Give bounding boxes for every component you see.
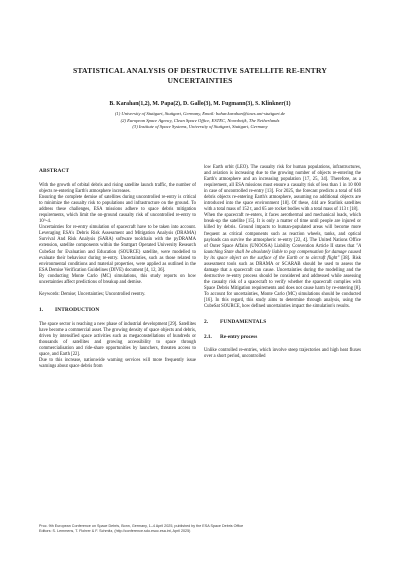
section-1-number: 1. [39,306,44,313]
abstract-paragraph-3: Uncertainties for re-entry simulation of spacecraft have to be taken into account. Leveraging ESA's Debris Risk Assessment and Mitigation Analysis (DRAMA) Survival And Risk Analysis (SARA) software toolchain with the pyDRAMA extension, satellite components within the Stuttgart Operated University Research CubeSat for Evaluation and Education (SOURCE) satellite, were modelled to evaluate their behaviour during re-entry. Uncertainties, such as those related to environmental conditions and material properties, were applied as outlined in the ESA Demise Verification Guidelines (DIVE) document [4, 12, 36]. [39,225,196,273]
liability-quote: "A launching State shall be absolutely liable to pay compensation for damage caused by its space object on the surface of the Earth or to aircraft flight" [204,243,361,261]
footer-line-1: Proc. 9th European Conference on Space Debris, Bonn, Germany, 1–4 April 2025, published by the ESA Space Debris Office [39,524,244,528]
abstract-paragraph-4: By conducting Monte Carlo (MC) simulations, this study reports on how uncertainties affect predictions of breakup and demise. [39,273,196,285]
keywords: Keywords: Demise; Uncertainties; Uncontrolled reentry. [39,291,146,297]
section-2-heading [204,319,361,326]
left-column [39,168,196,370]
section-2-number: 2. [204,319,209,326]
right-paragraph-2 [204,213,361,310]
section-1-heading [39,307,196,314]
affiliations [30,111,370,131]
right-paragraph-1: low Earth orbit (LEO). The casualty risk for human populations, infrastructures, and aviation is increasing due to the growing number of objects re-entering the Earth's atmosphere and an increasing population [17, 25, 34]. Therefore, as a requirement, all ESA missions must ensure a casualty risk of less than 1 in 10 000 in case of uncontrolled re-entry [13]. For 2025, the forecast predicts a total of 646 debris objects re-entering Earth's atmosphere, assuming no additional objects are introduced into the space environment [18]. Of these, 444 are Starlink satellites with a total mass of 152 t, and 65 are rocket bodies with a total mass of 113 t [18]. [204,165,361,213]
intro-paragraph-2: Due to this increase, nationwide warning services will more frequently issue warnings about space debris from [39,358,196,370]
section-2-1-number: 2.1. [204,334,212,341]
title-line-1: STATISTICAL ANALYSIS OF DESTRUCTIVE SATELLITE RE-ENTRY [72,66,328,75]
intro-paragraph-1: The space sector is reaching a new phase of industrial development [29]. Satellites have become a commercial asset. The growing density of space objects and debris, driven by intensified space activities such as megaconstellations of hundreds or thousands of satellites and growing accessibility to space through commercialisation and ride-share opportunities by launchers, threaten access to space, and Earth [22]. [39,321,196,358]
right-paragraph-2-continued: [38]. Risk assessment tools such as DRAMA or SCARAB should be used to assess the damage that a spacecraft can cause. Uncertainties during the modelling and the destructive re-entry process should be considered and addressed while assessing the casualty risk of a spacecraft to verify whether the spacecraft complies with Space Debris Mitigation requirements and does not cause harm by re-entering [8]. To account for uncertainties, Monte Carlo (MC) simulations should be conducted [16]. In this regard, this study aims to determine through analysis, using the CubeSat SOURCE, how defined uncertainties impact the simulation's results. [204,255,361,310]
section-2-1-heading [204,334,361,341]
right-paragraph-3: Unlike controlled re-entries, which involve steep trajectories and high heat fluxes over a short period, uncontrolled [204,348,361,360]
right-column [204,165,361,360]
abstract-heading: ABSTRACT [39,168,70,174]
author-list: B. Karahan(1,2), M. Papa(2), D. Gallo(3), M. Fugmann(3), S. Klinkner(1) [109,101,291,107]
section-2-1-title: Re-entry process [220,334,258,341]
title-line-2: UNCERTAINTIES [167,76,233,85]
affiliation-1: (1) University of Stuttgart, Stuttgart, Germany, Email: bahar.karahan@iaws.uni-stuttgart.de [114,111,286,116]
right-paragraph-2-text: When the spacecraft re-enters, it faces aerothermal and mechanical loads, which break-up the satellite [15]. It is only a matter of time until people are injured or killed by debris. Ground impacts to human-populated areas will become more frequent as critical components such as reaction wheels, tanks, and optical payloads can survive the atmospheric re-entry [22, 4]. The United Nations Office of Outer Space Affairs (UNOOSA) Liability Convention Article II states that [204,213,361,249]
paper-title [40,66,360,86]
proceedings-footer [39,524,369,534]
section-1-title: INTRODUCTION [55,306,100,313]
abstract-paragraph-2: Ensuring the complete demise of satellites during uncontrolled re-entry is critical to minimize the casualty risk to populations and infrastructure on the ground. To address these challenges, ESA missions adhere to space debris mitigation requirements, which limit the on-ground casualty risk of uncontrolled re-entry to 10^-4. [39,195,196,225]
affiliation-2: (2) European Space Agency, Clean Space Office, ESTEC, Noordwijk, The Netherlands [120,117,280,123]
section-2-title: FUNDAMENTALS [220,319,267,326]
footer-line-2: Editors: S. Lemmens, T. Flohrer & F. Schmitz, (http://conference.sdo.esoc.esa.int, April 2025) [39,529,191,533]
affiliation-3: (3) Institute of Space Systems, University of Stuttgart, Stuttgart, Germany [132,124,268,130]
abstract-paragraph-1: With the growth of orbital debris and rising satellite launch traffic, the number of objects re-entering Earth's atmosphere increases. [39,183,196,195]
